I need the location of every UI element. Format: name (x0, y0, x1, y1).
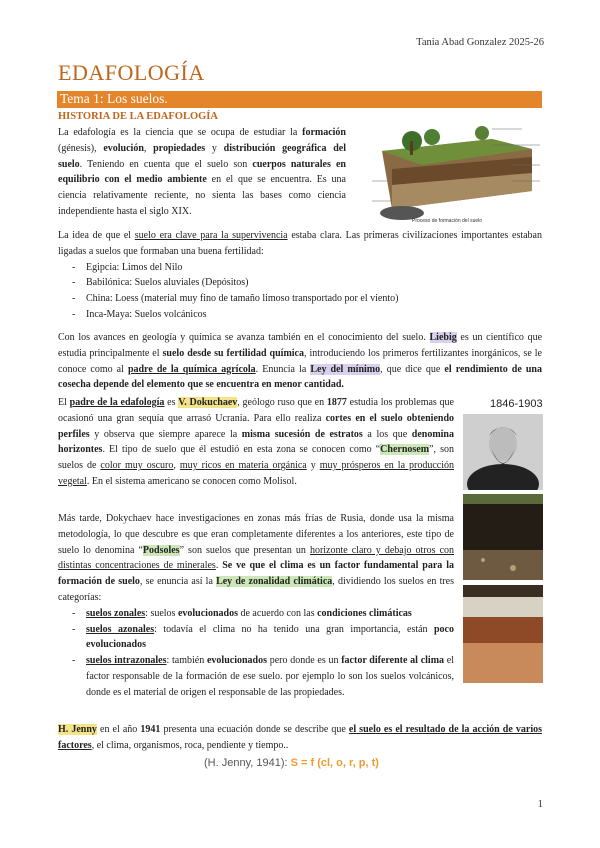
chernozem-soil-photo (463, 494, 543, 580)
list-item: - Inca-Maya: Suelos volcánicos (58, 307, 542, 323)
paragraph-definition: La edafología es la ciencia que se ocupa de estudiar la formación (génesis), evolución, propiedades y distribución geográfica del suelo. Teniendo en cuenta que el suelo son cuerpos naturales en equilibrio con el medio ambiente en el que se encuentra. Es una ciencia relativamente reciente, no sienta las bases como ciencia independiente hasta el siglo XIX. (58, 127, 346, 217)
section-heading: HISTORIA DE LA EDAFOLOGÍA (58, 111, 218, 122)
figure-caption: Proceso de formación del suelo (412, 218, 483, 224)
soil-profile-illustration (372, 121, 544, 228)
civilizations-list (58, 260, 542, 323)
list-item: - China: Loess (material muy fino de tamaño limoso transportado por el viento) (58, 291, 542, 307)
list-item: - Babilónica: Suelos aluviales (Depósitos) (58, 275, 542, 291)
jenny-equation: (H. Jenny, 1941): S = f (cl, o, r, p, t) (204, 757, 379, 769)
topic-title: Tema 1: Los suelos. (60, 91, 168, 106)
portrait-illustration (463, 414, 543, 490)
paragraph-liebig: Con los avances en geología y química se avanza también en el conocimiento del suelo. Liebig es un científico que estudia principalmente el suelo desde su fertilidad química, introduciendo los primeros fertilizantes inorgánicos, se le conoce como al padre de la química agrícola. Enuncia la Ley del mínimo, que dice que el rendimiento de una cosecha depende del elemento que se encuentra en menor cantidad. (58, 332, 543, 391)
page-number: 1 (537, 798, 543, 810)
zonality-list (58, 606, 454, 701)
dokuchaev-portrait (463, 414, 543, 490)
podsol-profile (463, 585, 543, 683)
author-header: Tania Abad Gonzalez 2025-26 (416, 37, 544, 48)
list-item: - suelos intrazonales: también evolucionados pero donde es un factor diferente al clima el factor responsable de la formación de ese suelo. por ejemplo lo son los suelos volcánicos, donde es el material de origen el responsable de las propiedades. (58, 653, 454, 700)
list-item: - Egipcia: Limos del Nilo (58, 260, 542, 276)
list-item: - suelos azonales: todavía el clima no ha tenido una gran importancia, están poco evolucionados (58, 622, 454, 654)
document-title: EDAFOLOGÍA (58, 60, 205, 85)
paragraph-dokuchaev: El padre de la edafología es V. Dokuchaev, geólogo ruso que en 1877 estudia los problemas que ocasionó una gran sequía que arrasó Ucrania. Para ello realiza cortes en el suelo obteniendo perfiles y observa que siempre aparece la misma sucesión de estratos a los que denomina horizontes. El tipo de suelo que él estudió en esta zona se conocen como “Chernosem”, son suelos de color muy oscuro, muy ricos en materia orgánica y muy prósperos en la producción vegetal. En el sistema americano se conocen como Molisol. (58, 397, 454, 487)
paragraph-civilizations: La idea de que el suelo era clave para la supervivencia estaba clara. Las primeras civilizaciones importantes estaban ligadas a suelos que formaban una buena fertilidad: - Egipcia: Limos del Nilo - Babilónica: Suelos aluviales (Depósitos) - China: Loess (material muy fino de tamaño limoso transportado por el viento) - Inca-Maya: Suelos volcánicos (58, 228, 542, 323)
list-item: - suelos zonales: suelos evolucionados de acuerdo con las condiciones climáticas (58, 606, 454, 622)
podsol-soil-photo (463, 585, 543, 683)
paragraph-jenny: H. Jenny en el año 1941 presenta una ecuación donde se describe que el suelo es el resultado de la acción de varios factores, el clima, organismos, roca, pendiente y tiempo.. (58, 724, 543, 751)
chernozem-profile (463, 494, 543, 580)
dokuchaev-years: 1846-1903 (490, 398, 543, 410)
topic-banner (57, 91, 542, 108)
soil-formation-figure (372, 121, 544, 228)
paragraph-podsoles: Más tarde, Dokychaev hace investigaciones en zonas más frías de Rusia, donde usa la misma metodología, lo que descubre es que eran completamente diferentes a los anteriores, este tipo de suelo lo denomina “Podsoles” son suelos que presentan un horizonte claro y debajo otros con distintas concentraciones de minerales. Se ve que el clima es un factor fundamental para la formación de suelo, se enuncia así la Ley de zonalidad climática, dividiendo los suelos en tres categorías: - suelos zonales: suelos evolucionados de acuerdo con las condiciones climáticas - suelos azonales: todavía el clima no ha tenido una gran importancia, están poco evolucionados - suelos intrazonales: también evolucionados pero donde es un factor diferente al clima el factor responsable de la formación de ese suelo. por ejemplo lo son los suelos volcánicos, donde es el material de origen el responsable de las propiedades. (58, 511, 454, 701)
